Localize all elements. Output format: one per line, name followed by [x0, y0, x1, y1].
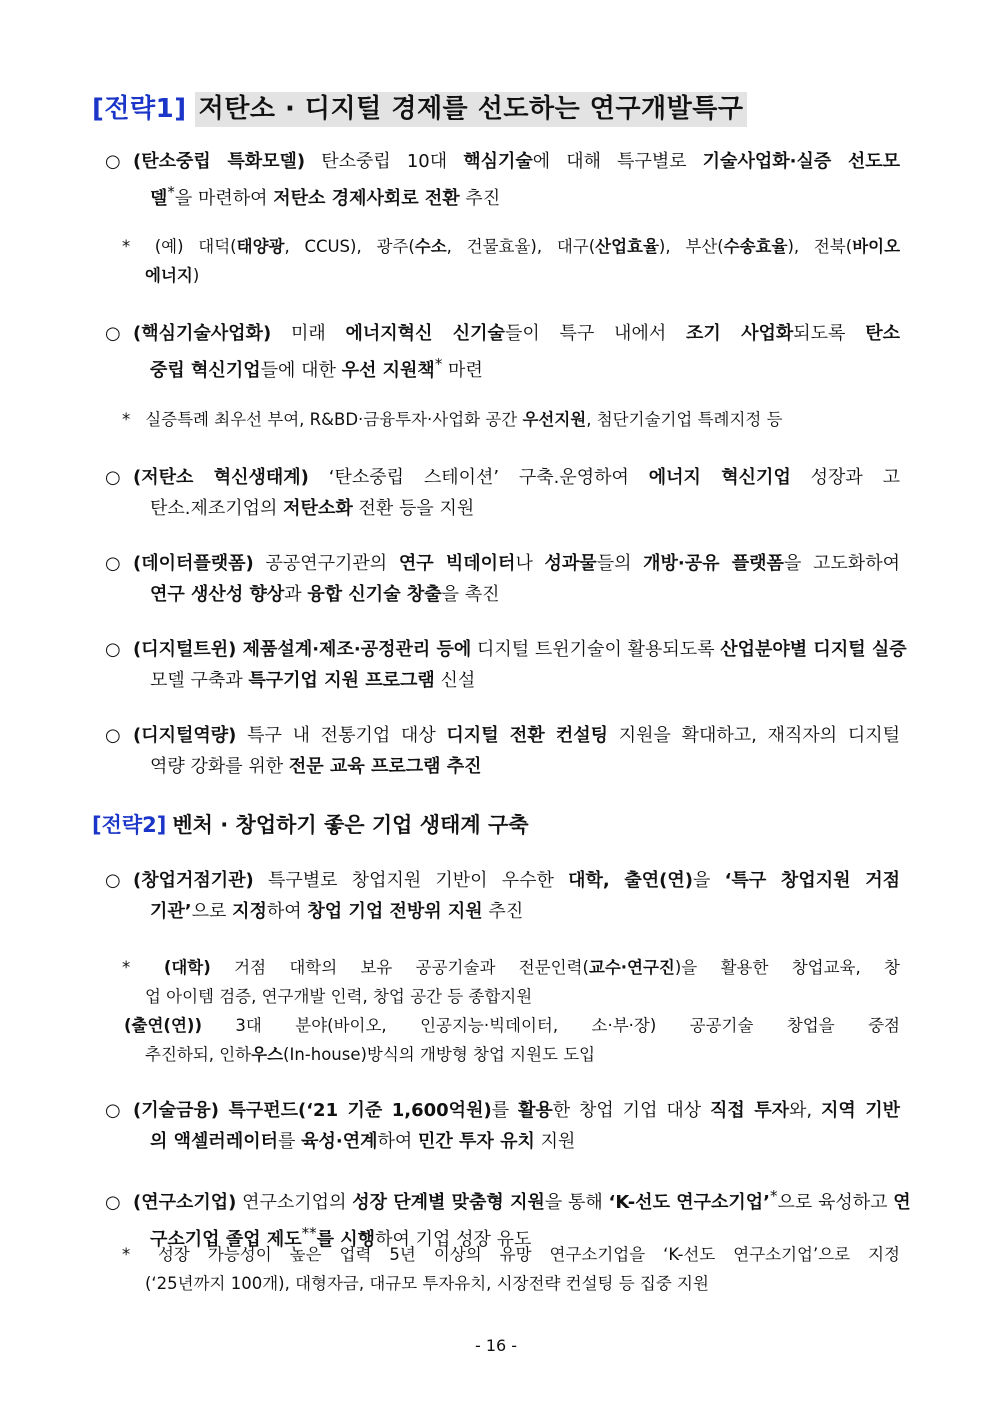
note-text-bold: 태양광 [236, 237, 285, 256]
item-text-bold: 민간 투자 유치 [418, 1131, 535, 1152]
footnote-mark: ** [301, 1224, 317, 1242]
item-text: 을 마련하여 [174, 188, 274, 209]
strategy2-note-hub-roles [122, 953, 900, 1069]
item-text: 연구소기업의 [236, 1192, 353, 1213]
item-text-bold: 특구기업 지원 프로그램 [248, 670, 435, 691]
note-text: (예) 대덕( [140, 237, 237, 256]
item-text-bold: 디지털 전환 컨설팅 [446, 725, 609, 746]
item-text: 과 [284, 584, 308, 605]
note-text: (‘25년까지 100개), 대형자금, 대규모 투자유치, 시장전략 컨설팅 등 집중 지원 [145, 1274, 709, 1293]
item-text: 특구별로 창업지원 기반이 우수한 [253, 870, 569, 891]
bullet: ○ [105, 870, 121, 891]
strategy1-note-support [122, 405, 900, 434]
item-text: ‘탄소중립 스테이션’ 구축.운영하여 [308, 467, 649, 488]
note-text: 추진하되, 인하 [145, 1045, 252, 1064]
note-text-bold: 에너지 [145, 266, 193, 285]
note-text: , 건물효율), 대구( [446, 237, 596, 256]
item-text-bold: 전문 교육 프로그램 추진 [288, 756, 482, 777]
item-text: 들이 특구 내에서 [504, 323, 686, 344]
item-label: (탄소중립 특화모델) [133, 151, 306, 172]
page-number: - 16 - [474, 1336, 518, 1355]
strategy2-tag: [전략2] [92, 813, 167, 837]
note-text: , 첨단기술기업 특례지정 등 [586, 410, 783, 429]
item-text: 미래 [271, 323, 346, 344]
item-text-bold: 지정 [232, 901, 267, 922]
item-text-bold: 를 시행 [316, 1229, 376, 1250]
item-text: 을 고도화하여 [783, 553, 900, 574]
item-text: 을 통해 [544, 1192, 609, 1213]
note-text-bold: (출연(연)) [124, 1016, 202, 1035]
note-text: )을 활용한 창업교육, 창 [674, 958, 900, 977]
item-text-bold: 저탄소 경제사회로 전환 [273, 188, 460, 209]
strategy1-title: 저탄소 · 디지털 경제를 선도하는 연구개발특구 [195, 92, 748, 127]
note-text: (In-house)방식의 개방형 창업 지원도 도입 [283, 1045, 596, 1064]
item-text: 를 [491, 1100, 518, 1121]
item-label: (기술금융) [133, 1100, 220, 1121]
note-text: 3대 분야(바이오, 인공지능·빅데이터, 소·부·장) 공공기술 창업을 중점 [201, 1016, 900, 1035]
note-star: * [122, 958, 131, 977]
item-text-bold: 기술사업화·실증 선도모 [702, 151, 900, 172]
bullet: ○ [105, 1192, 121, 1213]
item-text: 추진 [459, 188, 501, 209]
bullet: ○ [105, 639, 121, 660]
item-text: 나 [515, 553, 545, 574]
strategy1-item-digital-twin [105, 634, 907, 696]
item-text-bold: 직접 투자 [710, 1100, 789, 1121]
item-text: 들의 [596, 553, 644, 574]
footnote-mark: * [770, 1187, 778, 1205]
strategy2-item-tech-finance [105, 1095, 900, 1157]
item-text-bold: 구소기업 졸업 제도 [150, 1229, 302, 1250]
item-text-bold: 대학, 출연(연) [568, 870, 694, 891]
note-text-bold: 우선지원 [522, 410, 587, 429]
item-text-bold: 연 [893, 1192, 911, 1213]
item-text: 으로 [191, 901, 233, 922]
strategy2-item-startup-hub [105, 865, 900, 927]
item-text: 탄소중립 10대 [305, 151, 464, 172]
note-star: * [122, 237, 131, 256]
item-text-bold: 지역 기반 [820, 1100, 900, 1121]
item-text: 디지털 트윈기술이 활용되도록 [471, 639, 721, 660]
strategy2-heading [92, 809, 529, 839]
item-text-bold: 연구 빅데이터 [398, 553, 516, 574]
item-text-bold: 의 액셀러레이터 [150, 1131, 278, 1152]
item-text-bold: 개방·공유 플랫폼 [643, 553, 784, 574]
item-text-bold: 조기 사업화 [686, 323, 794, 344]
footnote-mark: * [434, 355, 443, 373]
item-text: 역량 강화를 위한 [150, 756, 289, 777]
item-text: 에 대해 특구별로 [532, 151, 703, 172]
note-text-bold: 교수·연구진 [588, 958, 675, 977]
item-text: 되도록 [793, 323, 866, 344]
item-label: (저탄소 혁신생태계) [133, 467, 309, 488]
item-text: 하여 기업 성장 유도 [375, 1229, 532, 1250]
item-text: 으로 육성하고 [777, 1192, 894, 1213]
note-text: 실증특례 최우선 부여, R&BD·금융투자·사업화 공간 [140, 410, 523, 429]
item-text-bold: 핵심기술 [463, 151, 533, 172]
item-text: 하여 [266, 901, 308, 922]
strategy1-item-digital-capacity [105, 720, 900, 782]
item-text: 성장과 고 [790, 467, 901, 488]
item-text: 특구 내 전통기업 대상 [236, 725, 447, 746]
item-text: 신설 [434, 670, 476, 691]
bullet: ○ [105, 467, 121, 488]
note-text: ), 전북( [787, 237, 853, 256]
note-text-bold: 바이오 [852, 237, 901, 256]
item-text: 전환 등을 지원 [352, 498, 475, 519]
item-text-bold: 융합 신기술 창출 [307, 584, 442, 605]
bullet: ○ [105, 553, 121, 574]
item-label: (데이터플랫폼) [133, 553, 254, 574]
strategy2-note-k-leading [122, 1240, 900, 1298]
item-text-bold: 성과물 [544, 553, 597, 574]
item-text-bold: 창업 기업 전방위 지원 [307, 901, 483, 922]
item-text-bold: 성장 단계별 맞춤형 지원 [352, 1192, 545, 1213]
note-text-bold: 우스 [251, 1045, 284, 1064]
note-text: 성장 가능성이 높은 업력 5년 이상의 유망 연구소기업을 ‘K-선도 연구소기업’으로 지정 [140, 1245, 900, 1264]
note-text: ) [192, 266, 200, 285]
item-text-bold: 중립 혁신기업 [150, 360, 261, 381]
item-label: (디지털트윈) [133, 639, 237, 660]
item-text: 지원을 확대하고, 재직자의 디지털 [608, 725, 900, 746]
item-text-bold: 우선 지원책 [341, 360, 435, 381]
item-text-bold: ‘K-선도 연구소기업’ [608, 1192, 770, 1213]
note-text: 거점 대학의 보유 공공기술과 전문인력( [210, 958, 589, 977]
item-text-bold: 활용 [517, 1100, 553, 1121]
bullet: ○ [105, 323, 121, 344]
item-text: 들에 대한 [260, 360, 342, 381]
item-text-bold: 저탄소화 [283, 498, 353, 519]
item-text: 한 창업 기업 대상 [552, 1100, 710, 1121]
note-text-bold: (대학) [140, 958, 211, 977]
bullet: ○ [105, 1100, 121, 1121]
strategy1-item-core-tech [105, 318, 900, 386]
item-text-bold: ‘특구 창업지원 거점 [724, 870, 900, 891]
strategy1-item-carbon-model [105, 146, 900, 214]
item-text: 탄소.제조기업의 [150, 498, 284, 519]
strategy1-item-ecosystem [105, 462, 900, 524]
strategy1-heading [92, 88, 747, 125]
item-text: 추진 [482, 901, 524, 922]
note-star: * [122, 1245, 131, 1264]
item-text: 공공연구기관의 [253, 553, 399, 574]
item-text-bold: 기관’ [150, 901, 192, 922]
item-text: 마련 [442, 360, 483, 381]
item-label: (핵심기술사업화) [133, 323, 272, 344]
strategy2-title: 벤처 · 창업하기 좋은 기업 생태계 구축 [172, 813, 529, 837]
item-text-bold: 특구펀드(‘21 기준 1,600억원) [219, 1100, 492, 1121]
item-text: 를 [277, 1131, 302, 1152]
item-text-bold: 육성·연계 [301, 1131, 378, 1152]
item-text: 모델 구축과 [150, 670, 249, 691]
note-text-bold: 산업효율 [595, 237, 659, 256]
note-text-bold: 수소 [414, 237, 447, 256]
strategy1-tag: [전략1] [92, 94, 187, 124]
item-text-bold: 산업분야별 디지털 실증 [720, 639, 907, 660]
item-label: (디지털역량) [133, 725, 237, 746]
strategy1-note-examples [122, 232, 900, 290]
item-text-bold: 탄소 [865, 323, 900, 344]
item-text-bold: 에너지 혁신기업 [648, 467, 791, 488]
note-text: , CCUS), 광주( [284, 237, 415, 256]
item-label: (연구소기업) [133, 1192, 237, 1213]
bullet: ○ [105, 151, 121, 172]
item-text-bold: 연구 생산성 향상 [150, 584, 285, 605]
item-text-bold: 에너지혁신 신기술 [345, 323, 505, 344]
note-star: * [122, 410, 131, 429]
note-text-bold: 수송효율 [723, 237, 788, 256]
item-text: 을 촉진 [441, 584, 500, 605]
item-text: 을 [693, 870, 725, 891]
item-text: 하여 [377, 1131, 418, 1152]
item-text-bold: 제품설계·제조·공정관리 등에 [236, 639, 472, 660]
strategy1-item-data-platform [105, 548, 900, 610]
note-text: ), 부산( [658, 237, 724, 256]
item-label: (창업거점기관) [133, 870, 254, 891]
note-text: 업 아이템 검증, 연구개발 인력, 창업 공간 등 종합지원 [145, 987, 533, 1006]
bullet: ○ [105, 725, 121, 746]
item-text: 와, [788, 1100, 821, 1121]
item-text: 지원 [534, 1131, 576, 1152]
item-text-bold: 델 [150, 188, 168, 209]
footnote-mark: * [167, 183, 175, 201]
